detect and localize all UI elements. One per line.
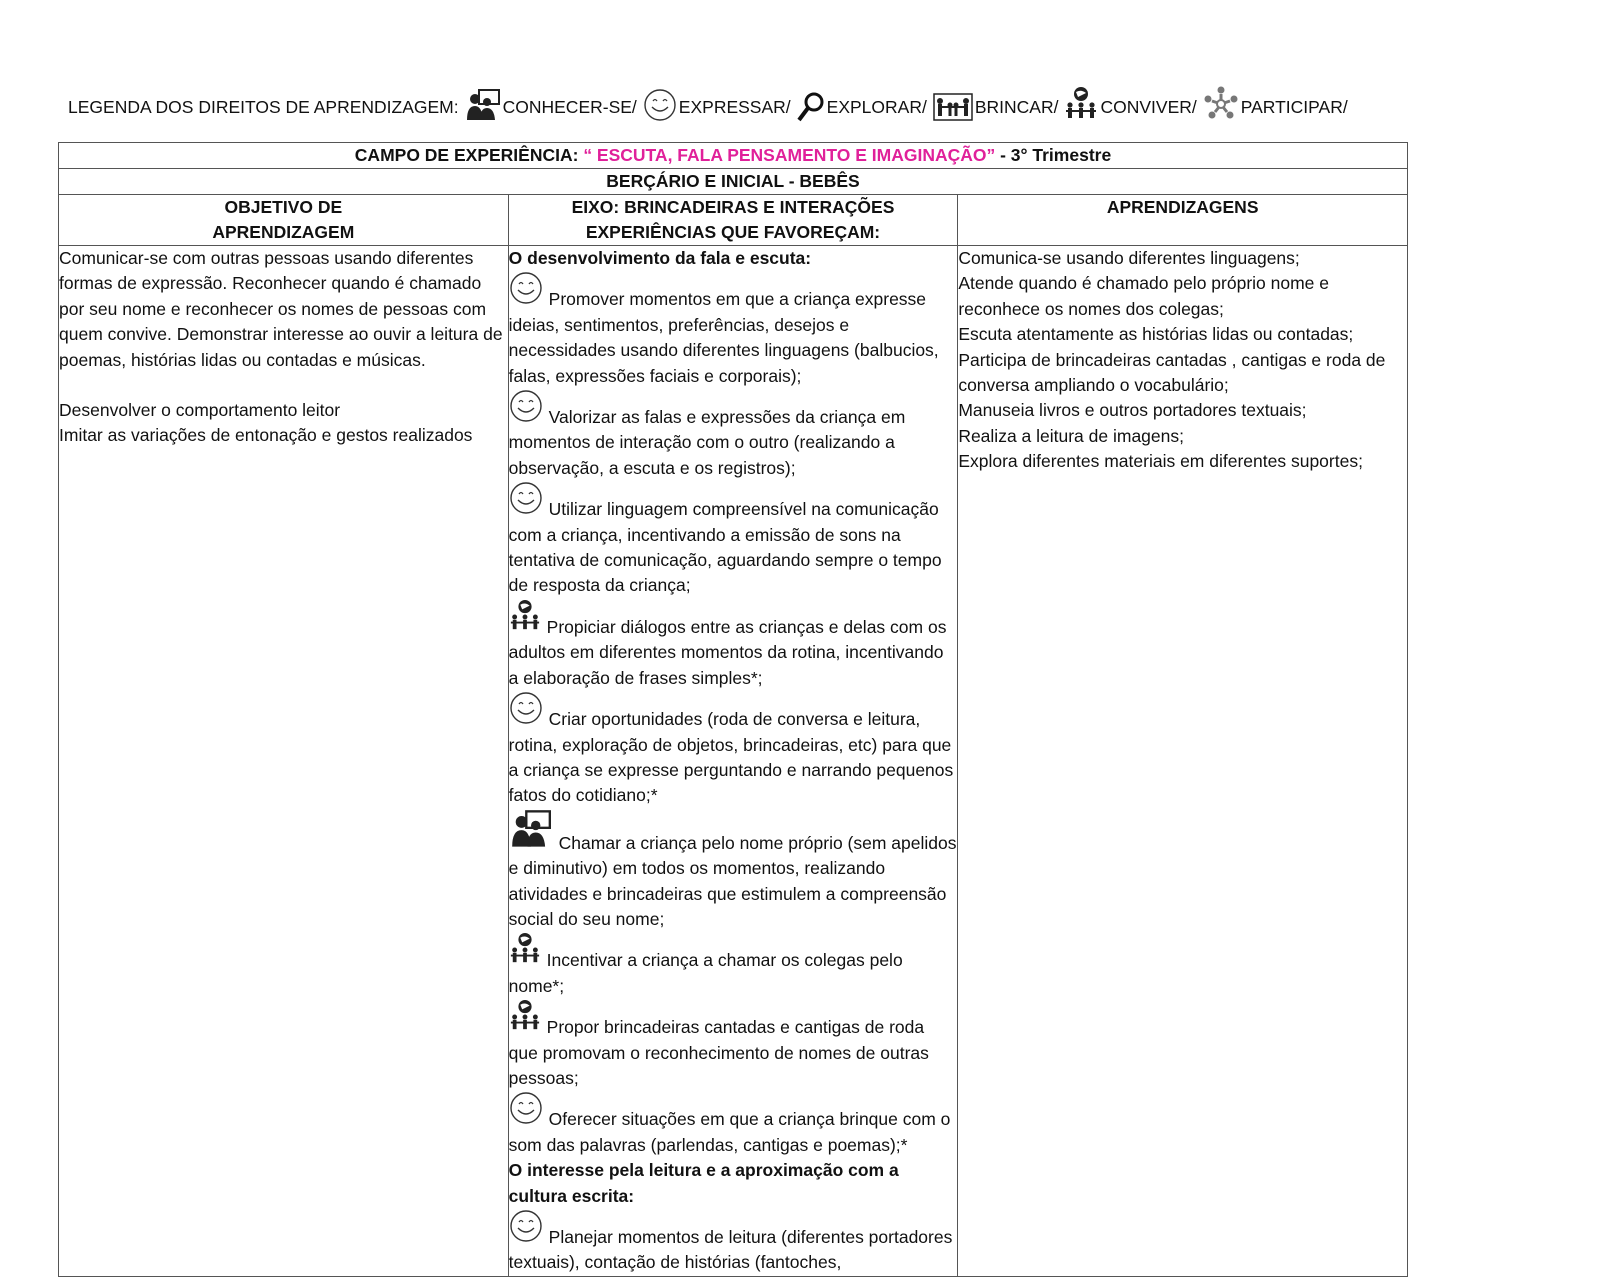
legend-conhecer: CONHECER-SE/ xyxy=(502,97,637,117)
globe-people-icon xyxy=(509,999,541,1033)
section-title-leitura: O interesse pela leitura e a aproximação com a cultura escrita: xyxy=(508,1160,899,1206)
legend-explorar: EXPLORAR/ xyxy=(826,97,927,117)
subtitle: BERÇÁRIO E INICIAL - BEBÊS xyxy=(606,171,860,191)
experience-list-2 xyxy=(509,1209,958,1276)
legend-expressar: EXPRESSAR/ xyxy=(678,97,791,117)
experience-text: Promover momentos em que a criança expresse ideias, sentimentos, preferências, desejos e necessidades usando diferentes linguagens (balbucios, falas, expressões faciais e corporais); xyxy=(508,289,939,386)
globe-people-icon xyxy=(1064,86,1098,122)
objetivo-text-3: Imitar as variações de entonação e gestos realizados xyxy=(59,425,473,446)
campo-header xyxy=(59,143,1408,169)
col-eixo-header xyxy=(508,195,958,246)
globe-people-icon xyxy=(509,599,541,633)
smiley-icon xyxy=(509,1091,543,1125)
aprendizagens-cell xyxy=(958,246,1408,1277)
experience-table xyxy=(58,142,1408,1277)
experience-item xyxy=(509,999,958,1091)
experience-text: Propiciar diálogos entre as crianças e delas com os adultos em diferentes momentos da rotina, incentivando a elaboração de frases simples*; xyxy=(508,616,947,688)
globe-people-icon xyxy=(509,932,541,966)
experience-text: Incentivar a criança a chamar os colegas pelo nome*; xyxy=(508,950,903,996)
smiley-icon xyxy=(509,1209,543,1243)
aprendizagem-item: Explora diferentes materiais em diferentes suportes; xyxy=(958,451,1363,472)
smiley-icon xyxy=(509,389,543,423)
legend-conviver: CONVIVER/ xyxy=(1100,97,1197,117)
experience-item xyxy=(509,271,958,389)
col-objetivo-line1: OBJETIVO DE xyxy=(224,197,343,217)
section-title-fala: O desenvolvimento da fala e escuta: xyxy=(508,248,812,268)
smiley-icon xyxy=(643,88,677,122)
aprendizagem-item: Escuta atentamente as histórias lidas ou contadas; xyxy=(958,324,1354,345)
objetivo-cell xyxy=(59,246,509,1277)
subtitle-row xyxy=(59,169,1408,195)
spacer xyxy=(59,373,508,398)
legend xyxy=(68,72,1528,122)
legend-brincar: BRINCAR/ xyxy=(974,97,1059,117)
experience-text: Planejar momentos de leitura (diferentes portadores textuais), contação de histórias (fantoches, xyxy=(508,1227,953,1273)
col-objetivo-line2: APRENDIZAGEM xyxy=(212,222,355,242)
col-objetivo-header xyxy=(59,195,509,246)
col-aprendizagens-header xyxy=(958,195,1408,246)
experience-item xyxy=(509,389,958,481)
magnifier-icon xyxy=(797,92,825,122)
smiley-icon xyxy=(509,481,543,515)
aprendizagem-item: Realiza a leitura de imagens; xyxy=(958,425,1184,446)
smiley-icon xyxy=(509,691,543,725)
experience-item xyxy=(509,1209,958,1276)
col-aprendizagens-label: APRENDIZAGENS xyxy=(1106,197,1259,217)
campo-suffix: - 3° Trimestre xyxy=(1000,145,1112,165)
experience-item xyxy=(509,1091,958,1158)
experience-text: Criar oportunidades (roda de conversa e leitura, rotina, exploração de objetos, brincadeiras, etc) para que a criança se expresse perguntando e narrando pequenos fatos do cotidiano;* xyxy=(508,709,954,806)
experience-list xyxy=(509,271,958,1158)
people-board-icon xyxy=(509,809,553,849)
objetivo-text-1: Comunicar-se com outras pessoas usando diferentes formas de expressão. Reconhecer quando é chamado por seu nome e reconhecer os nomes de pessoas com quem convive. Demonstrar interesse ao ouvir a leitura de poemas, histórias lidas ou contadas e músicas. xyxy=(59,248,503,370)
col-eixo-line1: EIXO: BRINCADEIRAS E INTERAÇÕES xyxy=(571,197,895,217)
experience-text: Propor brincadeiras cantadas e cantigas de roda que promovam o reconhecimento de nomes de outras pessoas; xyxy=(508,1017,929,1088)
campo-prefix: CAMPO DE EXPERIÊNCIA: xyxy=(354,145,579,165)
experience-item xyxy=(509,691,958,809)
experience-text: Chamar a criança pelo nome próprio (sem apelidos e diminutivo) em todos os momentos, realizando atividades e brincadeiras que estimulem a compreensão social do seu nome; xyxy=(508,832,957,929)
aprendizagem-item: Comunica-se usando diferentes linguagens; xyxy=(958,248,1300,268)
col-eixo-line2: EXPERIÊNCIAS QUE FAVOREÇAM: xyxy=(585,222,881,242)
objetivo-text-2: Desenvolver o comportamento leitor xyxy=(59,400,341,421)
campo-name: “ ESCUTA, FALA PENSAMENTO E IMAGINAÇÃO” xyxy=(583,145,996,165)
experience-text: Oferecer situações em que a criança brinque com o som das palavras (parlendas, cantigas e poemas);* xyxy=(508,1109,951,1155)
experience-item xyxy=(509,481,958,599)
experience-item xyxy=(509,599,958,691)
experience-item xyxy=(509,809,958,933)
aprendizagem-item: Atende quando é chamado pelo próprio nome e reconhece os nomes dos colegas; xyxy=(958,273,1329,319)
group-circle-icon xyxy=(1203,86,1239,122)
people-board-icon xyxy=(465,88,501,122)
smiley-icon xyxy=(509,271,543,305)
experience-text: Valorizar as falas e expressões da criança em momentos de interação com o outro (realizando a observação, a escuta e os registros); xyxy=(508,407,906,478)
aprendizagem-item: Manuseia livros e outros portadores textuais; xyxy=(958,400,1307,421)
experience-text: Utilizar linguagem compreensível na comunicação com a criança, incentivando a emissão de sons na tentativa de comunicação, aguardando sempre o tempo de resposta da criança; xyxy=(508,499,942,596)
experiences-cell xyxy=(508,246,958,1277)
aprendizagem-item: Participa de brincadeiras cantadas , cantigas e roda de conversa ampliando o vocabulário; xyxy=(958,349,1386,396)
kids-playing-icon xyxy=(933,92,973,122)
legend-participar: PARTICIPAR/ xyxy=(1240,97,1348,117)
experience-item xyxy=(509,932,958,999)
legend-title: LEGENDA DOS DIREITOS DE APRENDIZAGEM: xyxy=(68,97,459,117)
